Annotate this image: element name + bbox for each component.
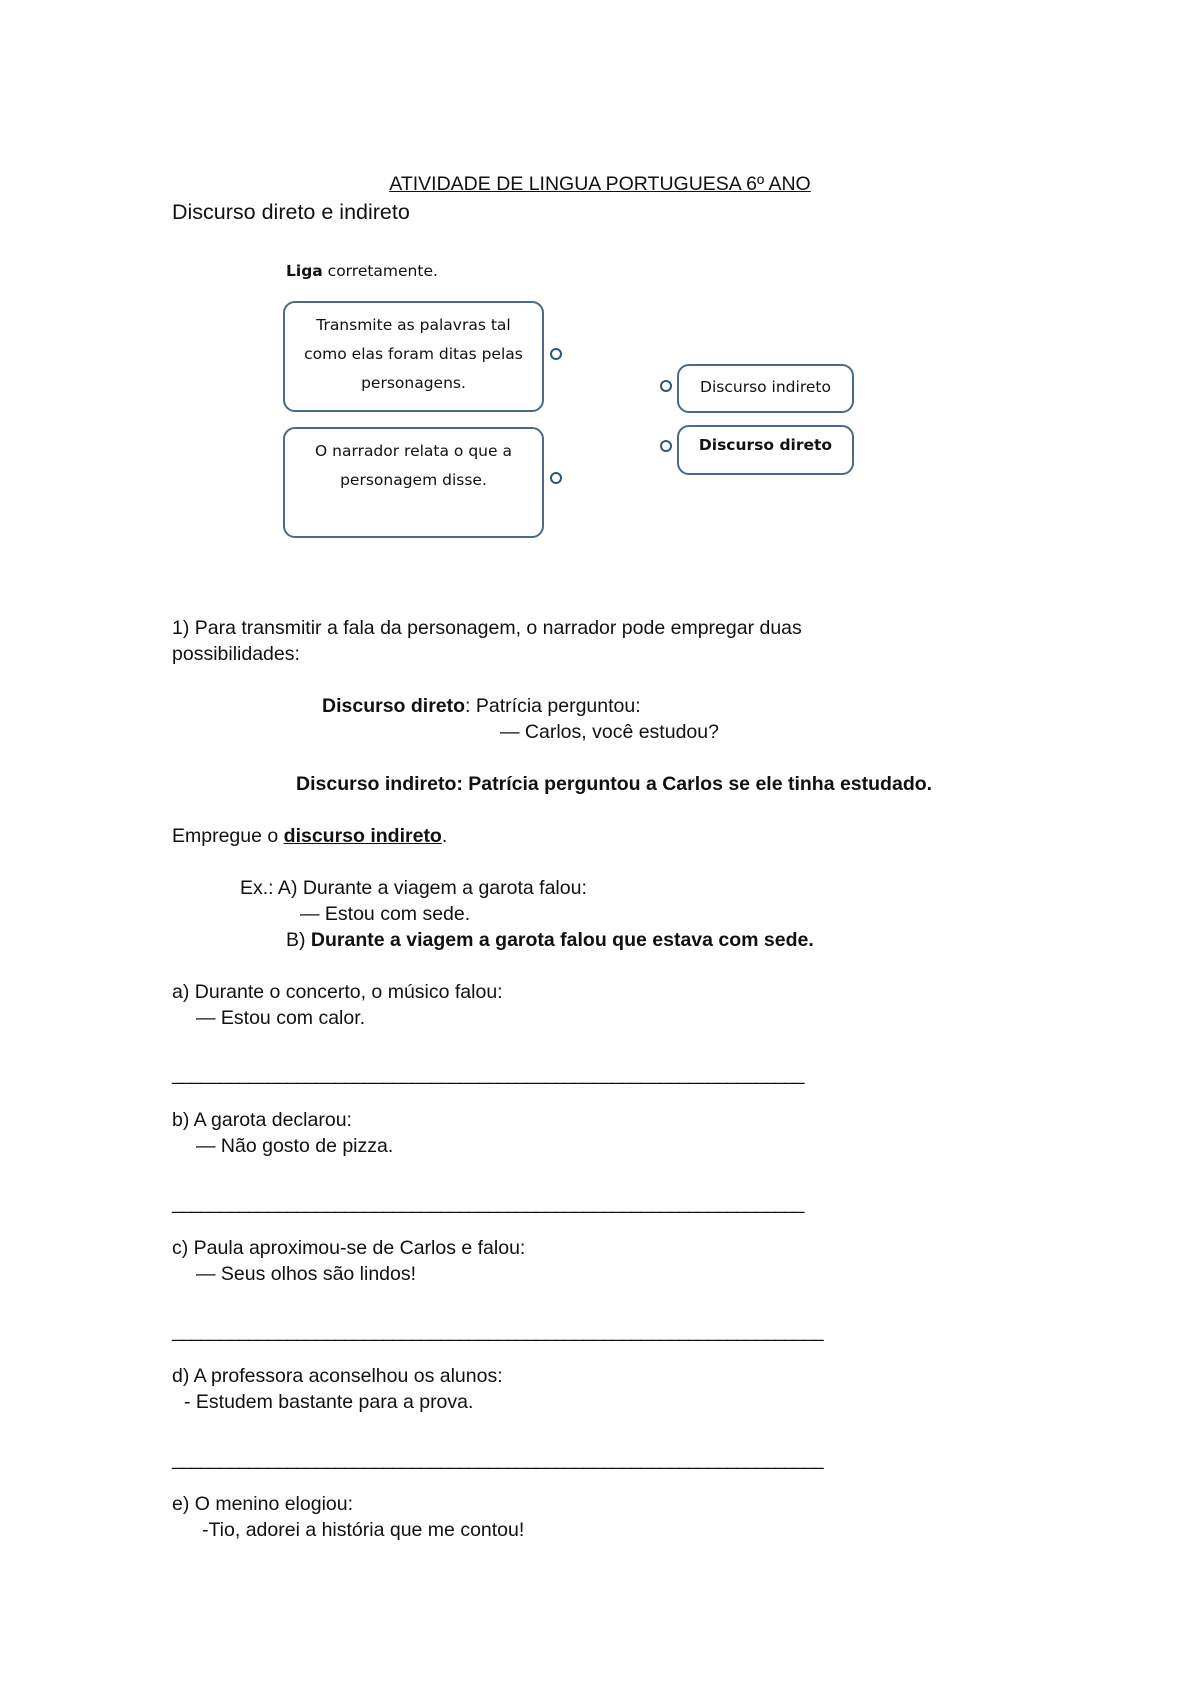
connector-dot-left-1[interactable]	[550, 348, 562, 360]
item-c-line-2: — Seus olhos são lindos!	[196, 1263, 417, 1285]
left-box-indirect-definition	[283, 427, 544, 538]
page-title: ATIVIDADE DE LINGUA PORTUGUESA 6º ANO	[389, 173, 811, 195]
instruction-emphasis: discurso indireto	[283, 825, 442, 847]
direct-speech-label: Discurso direto	[322, 695, 466, 717]
item-a-line-1: a) Durante o concerto, o músico falou:	[172, 981, 503, 1003]
right-box-text: Discurso direto	[698, 436, 833, 454]
page-subtitle: Discurso direto e indireto	[172, 200, 410, 224]
example-line-a: Ex.: A) Durante a viagem a garota falou:	[240, 877, 587, 899]
item-d-line-2: - Estudem bastante para a prova.	[184, 1391, 474, 1413]
item-b-line-1: b) A garota declarou:	[172, 1109, 352, 1131]
question-1-line-2: possibilidades:	[172, 643, 300, 665]
left-box-text: Transmite as palavras tal como elas foram ditas pelas personagens.	[304, 316, 523, 392]
connector-dot-right-1[interactable]	[660, 380, 672, 392]
connector-dot-left-2[interactable]	[550, 472, 562, 484]
item-d-line-1: d) A professora aconselhou os alunos:	[172, 1365, 503, 1387]
right-box-indirect	[677, 364, 854, 413]
question-1-line-1: 1) Para transmitir a fala da personagem, o narrador pode empregar duas	[172, 617, 802, 639]
exercise-instruction	[172, 823, 447, 849]
example-line-b-prefix: B)	[286, 929, 311, 951]
indirect-speech-example: Discurso indireto: Patrícia perguntou a Carlos se ele tinha estudado.	[296, 773, 933, 795]
right-box-text: Discurso indireto	[700, 378, 831, 396]
matching-instruction-rest: corretamente.	[322, 262, 438, 280]
direct-speech-text: : Patrícia perguntou:	[465, 695, 641, 717]
matching-instruction-verb: Liga	[286, 262, 323, 280]
item-c-line-1: c) Paula aproximou-se de Carlos e falou:	[172, 1237, 526, 1259]
example-line-b	[286, 927, 814, 953]
answer-line-d[interactable]: ____________________________________________________________________	[172, 1449, 823, 1470]
left-box-text: O narrador relata o que a personagem disse.	[315, 442, 512, 489]
example-line-a-speech: — Estou com sede.	[300, 903, 471, 925]
example-line-b-answer: Durante a viagem a garota falou que estava com sede.	[310, 929, 814, 951]
answer-line-b[interactable]: __________________________________________________________________	[172, 1193, 804, 1214]
direct-speech-example	[322, 693, 641, 719]
answer-line-c[interactable]: ____________________________________________________________________	[172, 1321, 823, 1342]
direct-speech-dialogue: — Carlos, você estudou?	[500, 721, 719, 743]
left-box-direct-definition	[283, 301, 544, 412]
item-b-line-2: — Não gosto de pizza.	[196, 1135, 394, 1157]
right-box-direct	[677, 425, 854, 475]
connector-dot-right-2[interactable]	[660, 440, 672, 452]
instruction-prefix: Empregue o	[172, 825, 284, 847]
answer-line-a[interactable]: __________________________________________________________________	[172, 1064, 804, 1085]
item-e-line-1: e) O menino elogiou:	[172, 1493, 354, 1515]
item-a-line-2: — Estou com calor.	[196, 1007, 366, 1029]
item-e-line-2: -Tio, adorei a história que me contou!	[202, 1519, 525, 1541]
matching-instruction	[286, 262, 438, 280]
instruction-suffix: .	[441, 825, 448, 847]
